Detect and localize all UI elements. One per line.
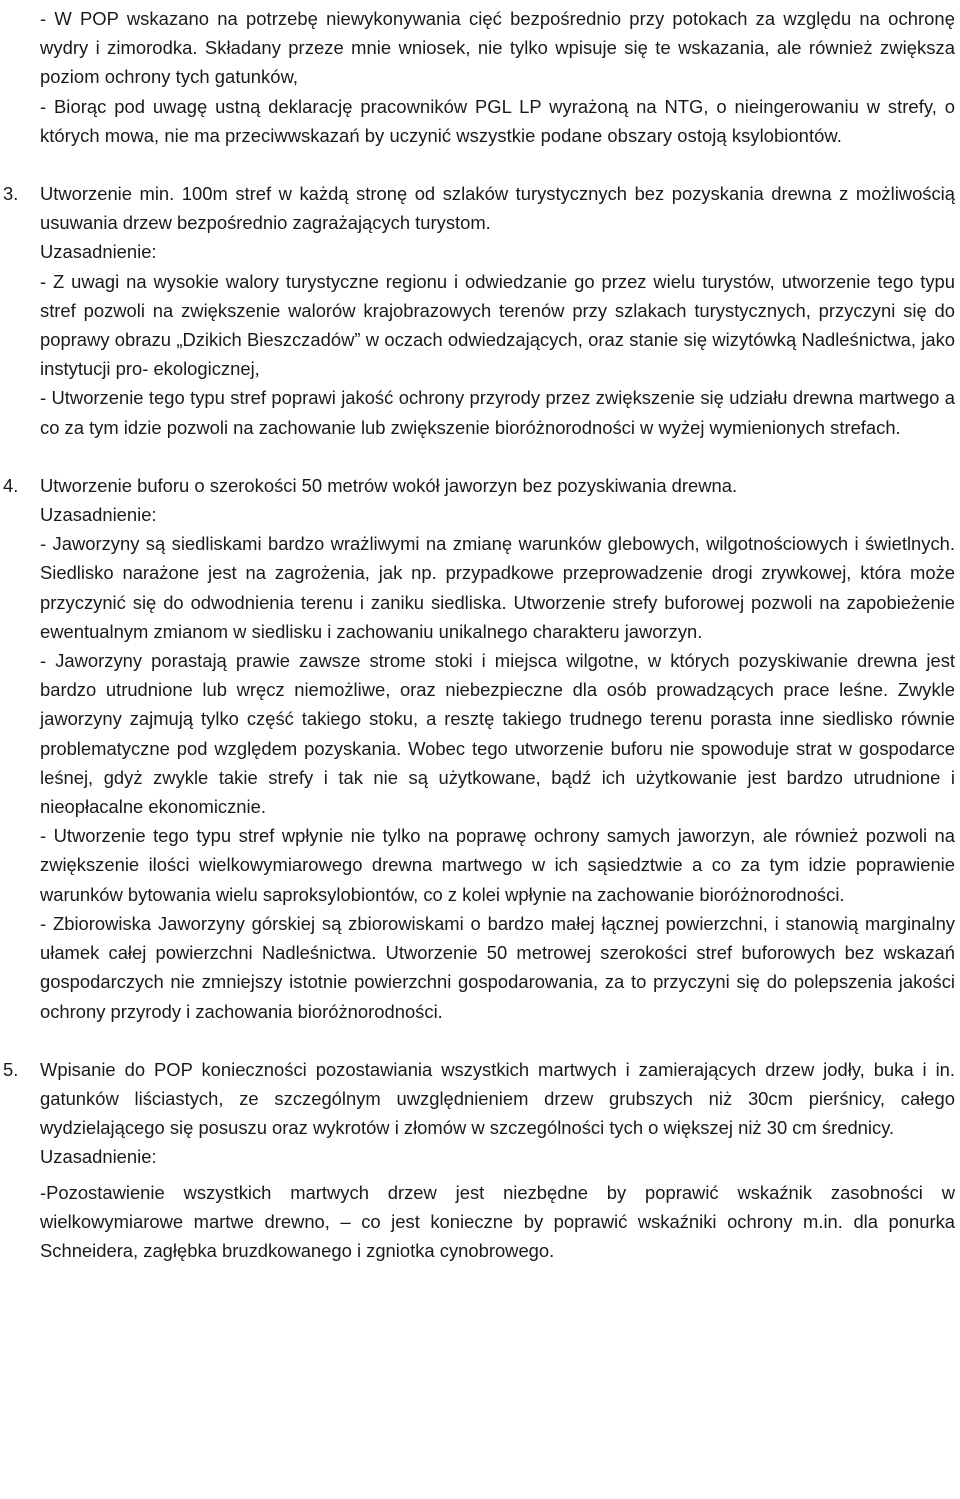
point-5 <box>3 1055 955 1265</box>
point-title: Wpisanie do POP konieczności pozostawiania wszystkich martwych i zamierających drzew jodły, buka i in. gatunków liściastych, ze szczególnym uwzględnieniem drzew grubszych niż 30cm pierśnicy, całego wydzielającego się posuszu oraz wykrotów i złomów w szczególności tych o większej niż 30 cm średnicy. <box>40 1058 955 1139</box>
justification-paragraph: - Z uwagi na wysokie walory turystyczne regionu i odwiedzanie go przez wielu turystów, utworzenie tego typu stref pozwoli na zwiększenie walorów krajobrazowych terenów przy szlakach turystycznych, przyczyni się do poprawy obrazu „Dzikich Bieszczadów” w oczach odwiedzających, oraz stanie się wizytówką Nadleśnictwa, jako instytucji pro- ekologicznej, <box>40 270 955 380</box>
point-4 <box>3 471 955 1026</box>
justification-paragraph: - Zbiorowiska Jaworzyny górskiej są zbiorowiskami o bardzo małej łącznej powierzchni, i stanowią marginalny ułamek całej powierzchni Nadleśnictwa. Utworzenie 50 metrowej szerokości stref buforowych bez wskazań gospodarczych nie zmniejszy istotnie powierzchni gospodarowania, za to przyczyni się do polepszenia jakości ochrony przyrody i zachowania bioróżnorodności. <box>40 912 955 1022</box>
justification-paragraph: - Jaworzyny porastają prawie zawsze strome stoki i miejsca wilgotne, w których pozyskiwanie drewna jest bardzo utrudnione lub wręcz niemożliwe, oraz niebezpieczne dla osób prowadzących prace leśne. Zwykle jaworzyny zajmują tylko część takiego stoku, a resztę takiego trudnego terenu porasta inne siedlisko równie problematyczne pod względem pozyskania. Wobec tego utworzenie buforu nie spowoduje strat w gospodarce leśnej, gdyż zwykle takie strefy i tak nie są użytkowane, bądź ich użytkowanie jest bardzo utrudnione i nieopłacalne ekonomicznie. <box>40 650 955 818</box>
justification-paragraph: -Pozostawienie wszystkich martwych drzew jest niezbędne by poprawić wskaźnik zasobności w wielkowymiarowe martwe drewno, – co jest konieczne by poprawić wskaźniki ochrony m.in. dla ponurka Schneidera, zagłębka bruzdkowanego i zgniotka cynobrowego. <box>40 1181 955 1261</box>
intro-paragraph-otter: - W POP wskazano na potrzebę niewykonywania cięć bezpośrednio przy potokach za względu na ochronę wydry i zimorodka. Składany przeze mnie wniosek, nie tylko wpisuje się te wskazania, ale również zwiększa poziom ochrony tych gatunków, <box>40 8 955 88</box>
intro-section <box>40 4 955 150</box>
point-number: 3. <box>3 183 19 205</box>
justification-paragraph: - Jaworzyny są siedliskami bardzo wrażliwymi na zmianę warunków glebowych, wilgotnościowych i świetlnych. Siedlisko narażone jest na zagrożenia, jak np. przypadkowe przeprowadzenie drogi zrywkowej, która może przyczynić się do odwodnienia terenu i zaniku siedliska. Utworzenie strefy buforowej pozwoli na zapobieżenie ewentualnym zmianom w siedlisku i zachowaniu unikalnego charakteru jaworzyn. <box>40 533 955 642</box>
justification-paragraph: - Utworzenie tego typu stref poprawi jakość ochrony przyrody przez zwiększenie się udziału drewna martwego a co za tym idzie pozwoli na zachowanie lub zwiększenie bioróżnorodności w wyżej wymienionych strefach. <box>40 387 955 438</box>
point-title: Utworzenie min. 100m stref w każdą stronę od szlaków turystycznych bez pozyskania drewna z możliwością usuwania drzew bezpośrednio zagrażających turystom. <box>40 183 955 234</box>
point-number: 4. <box>3 474 19 496</box>
point-3 <box>3 179 955 442</box>
justification-paragraph: - Utworzenie tego typu stref wpłynie nie tylko na poprawę ochrony samych jaworzyn, ale również pozwoli na zwiększenie ilości wielkowymiarowego drewna martwego w ich sąsiedztwie a co za tym idzie poprawienie warunków bytowania wielu saproksylobiontów, co z kolei wpłynie na zachowanie bioróżnorodności. <box>40 825 955 905</box>
justification-label: Uzasadnienie: <box>40 241 157 263</box>
point-number: 5. <box>3 1058 19 1080</box>
point-title: Utworzenie buforu o szerokości 50 metrów wokół jaworzyn bez pozyskiwania drewna. <box>40 474 738 496</box>
justification-label: Uzasadnienie: <box>40 1146 157 1168</box>
justification-label: Uzasadnienie: <box>40 504 157 526</box>
intro-paragraph-declaration: - Biorąc pod uwagę ustną deklarację pracowników PGL LP wyrażoną na NTG, o nieingerowaniu w strefy, o których mowa, nie ma przeciwwskazań by uczynić wszystkie podane obszary ostoją ksylobiontów. <box>40 95 955 146</box>
